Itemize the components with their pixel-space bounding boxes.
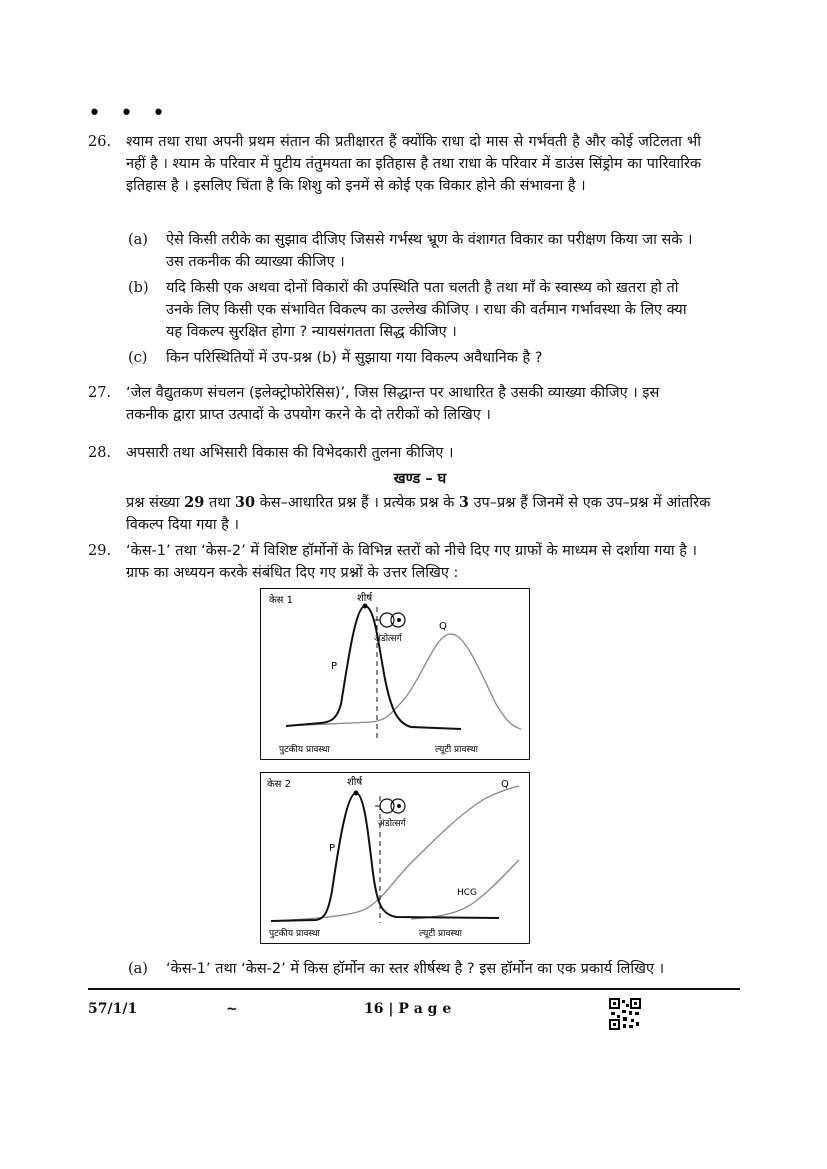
graph1-q-curve [286,634,521,729]
graph2-hcg-label: HCG [457,888,478,898]
graph2-q-label: Q [501,779,509,790]
case-1-graph [260,588,530,760]
page-number: 16 | P a g e [364,1001,452,1017]
question-28-number: 28. [88,445,112,461]
case-2-graph [260,772,530,944]
question-26-number: 26. [88,134,112,150]
graph2-p-label: P [329,843,336,854]
question-27-text: ‘जेल वैद्युतकण संचलन (इलेक्ट्रोफोरेसिस)’, जिस सिद्धान्त पर आधारित है उसकी व्याख्या कीजिए । इस तकनीक द्वारा प्राप्त उत्पादों के उपयोग करने के दो तरीकों को लिखिए । [126,385,660,423]
footer-tilde: ~ [226,1001,238,1017]
graph1-p-label: P [331,661,338,672]
q29-a-label: (a) [128,961,148,977]
graph2-ovulation-label: अंडोत्सर्ग [378,819,406,829]
question-27-number: 27. [88,385,112,401]
q26-b-label: (b) [128,280,149,296]
question-28-text: अपसारी तथा अभिसारी विकास की विभेदकारी तुलना कीजिए । [126,445,454,461]
graph2-case-label: केस 2 [267,779,291,790]
question-29-text: ‘केस-1’ तथा ‘केस-2’ में विशिष्ट हॉर्मोनों के विभिन्न स्तरों को नीचे दिए गए ग्राफों के माध्यम से दर्शाया गया है । ग्राफ का अध्ययन करके संबंधित दिए गए प्रश्नों के उत्तर लिखिए : [126,543,698,581]
continuation-dots: • • • [88,101,171,126]
graph1-peak-label: शीर्ष [357,593,373,604]
graph2-q-curve [271,786,519,921]
q26-b-text: यदि किसी एक अथवा दोनों विकारों की उपस्थिति पता चलती है तथा माँ के स्वास्थ्य को ख़तरा हो तो उनके लिए किसी एक संभावित विकल्प का उल्लेख कीजिए । राधा की वर्तमान गर्भावस्था के लिए क्या यह विकल्प सुरक्षित होगा ? न्यायसंगतता सिद्ध कीजिए । [166,280,687,340]
question-29-number: 29. [88,543,112,559]
graph1-follicular-label: पुटकीय प्रावस्था [279,745,330,755]
q26-c-text: किन परिस्थितियों में उप-प्रश्न (b) में सुझाया गया विकल्प अवैधानिक है ? [166,350,543,366]
q26-c-label: (c) [128,350,148,366]
graph1-q-label: Q [439,621,447,632]
question-26-text: श्याम तथा राधा अपनी प्रथम संतान की प्रतीक्षारत हैं क्योंकि राधा दो मास से गर्भवती है और कोई जटिलता भी नहीं है । श्याम के परिवार में पुटीय तंतुमयता का इतिहास है तथा राधा के परिवार में डाउंस सिंड्रोम का पारिवारिक इतिहास है । इसलिए चिंता है कि शिशु को इनमें से कोई एक विकार होने की संभावना है । [126,134,702,194]
q26-a-label: (a) [128,232,148,248]
graph1-luteal-label: ल्यूटी प्रावस्था [435,745,478,755]
graph1-ovulation-icon [375,613,405,627]
q29-a-text: ‘केस-1’ तथा ‘केस-2’ में किस हॉर्मोन का स्तर शीर्षस्थ है ? इस हॉर्मोन का एक प्रकार्य लिखिए । [166,961,665,977]
footer-rule [88,988,740,990]
graph2-follicular-label: पुटकीय प्रावस्था [269,929,320,939]
section-instructions: प्रश्न संख्या 29 तथा 30 केस–आधारित प्रश्न हैं । प्रत्येक प्रश्न के 3 उप–प्रश्न हैं जिनमें से एक उप–प्रश्न में आंतरिक विकल्प दिया गया है । [126,494,711,533]
graph2-peak-label: शीर्ष [347,777,363,788]
graph1-p-curve [286,606,461,729]
qr-code [609,998,641,1030]
graph1-ovulation-label: अंडोत्सर्ग [374,634,402,644]
q26-a-text: ऐसे किसी तरीके का सुझाव दीजिए जिससे गर्भस्थ भ्रूण के वंशागत विकार का परीक्षण किया जा सके । उस तकनीक की व्याख्या कीजिए । [166,232,693,270]
paper-code: 57/1/1 [88,1001,138,1017]
graph1-case-label: केस 1 [269,595,293,606]
graph2-luteal-label: ल्यूटी प्रावस्था [419,929,462,939]
section-heading: खण्ड – घ [393,471,447,487]
